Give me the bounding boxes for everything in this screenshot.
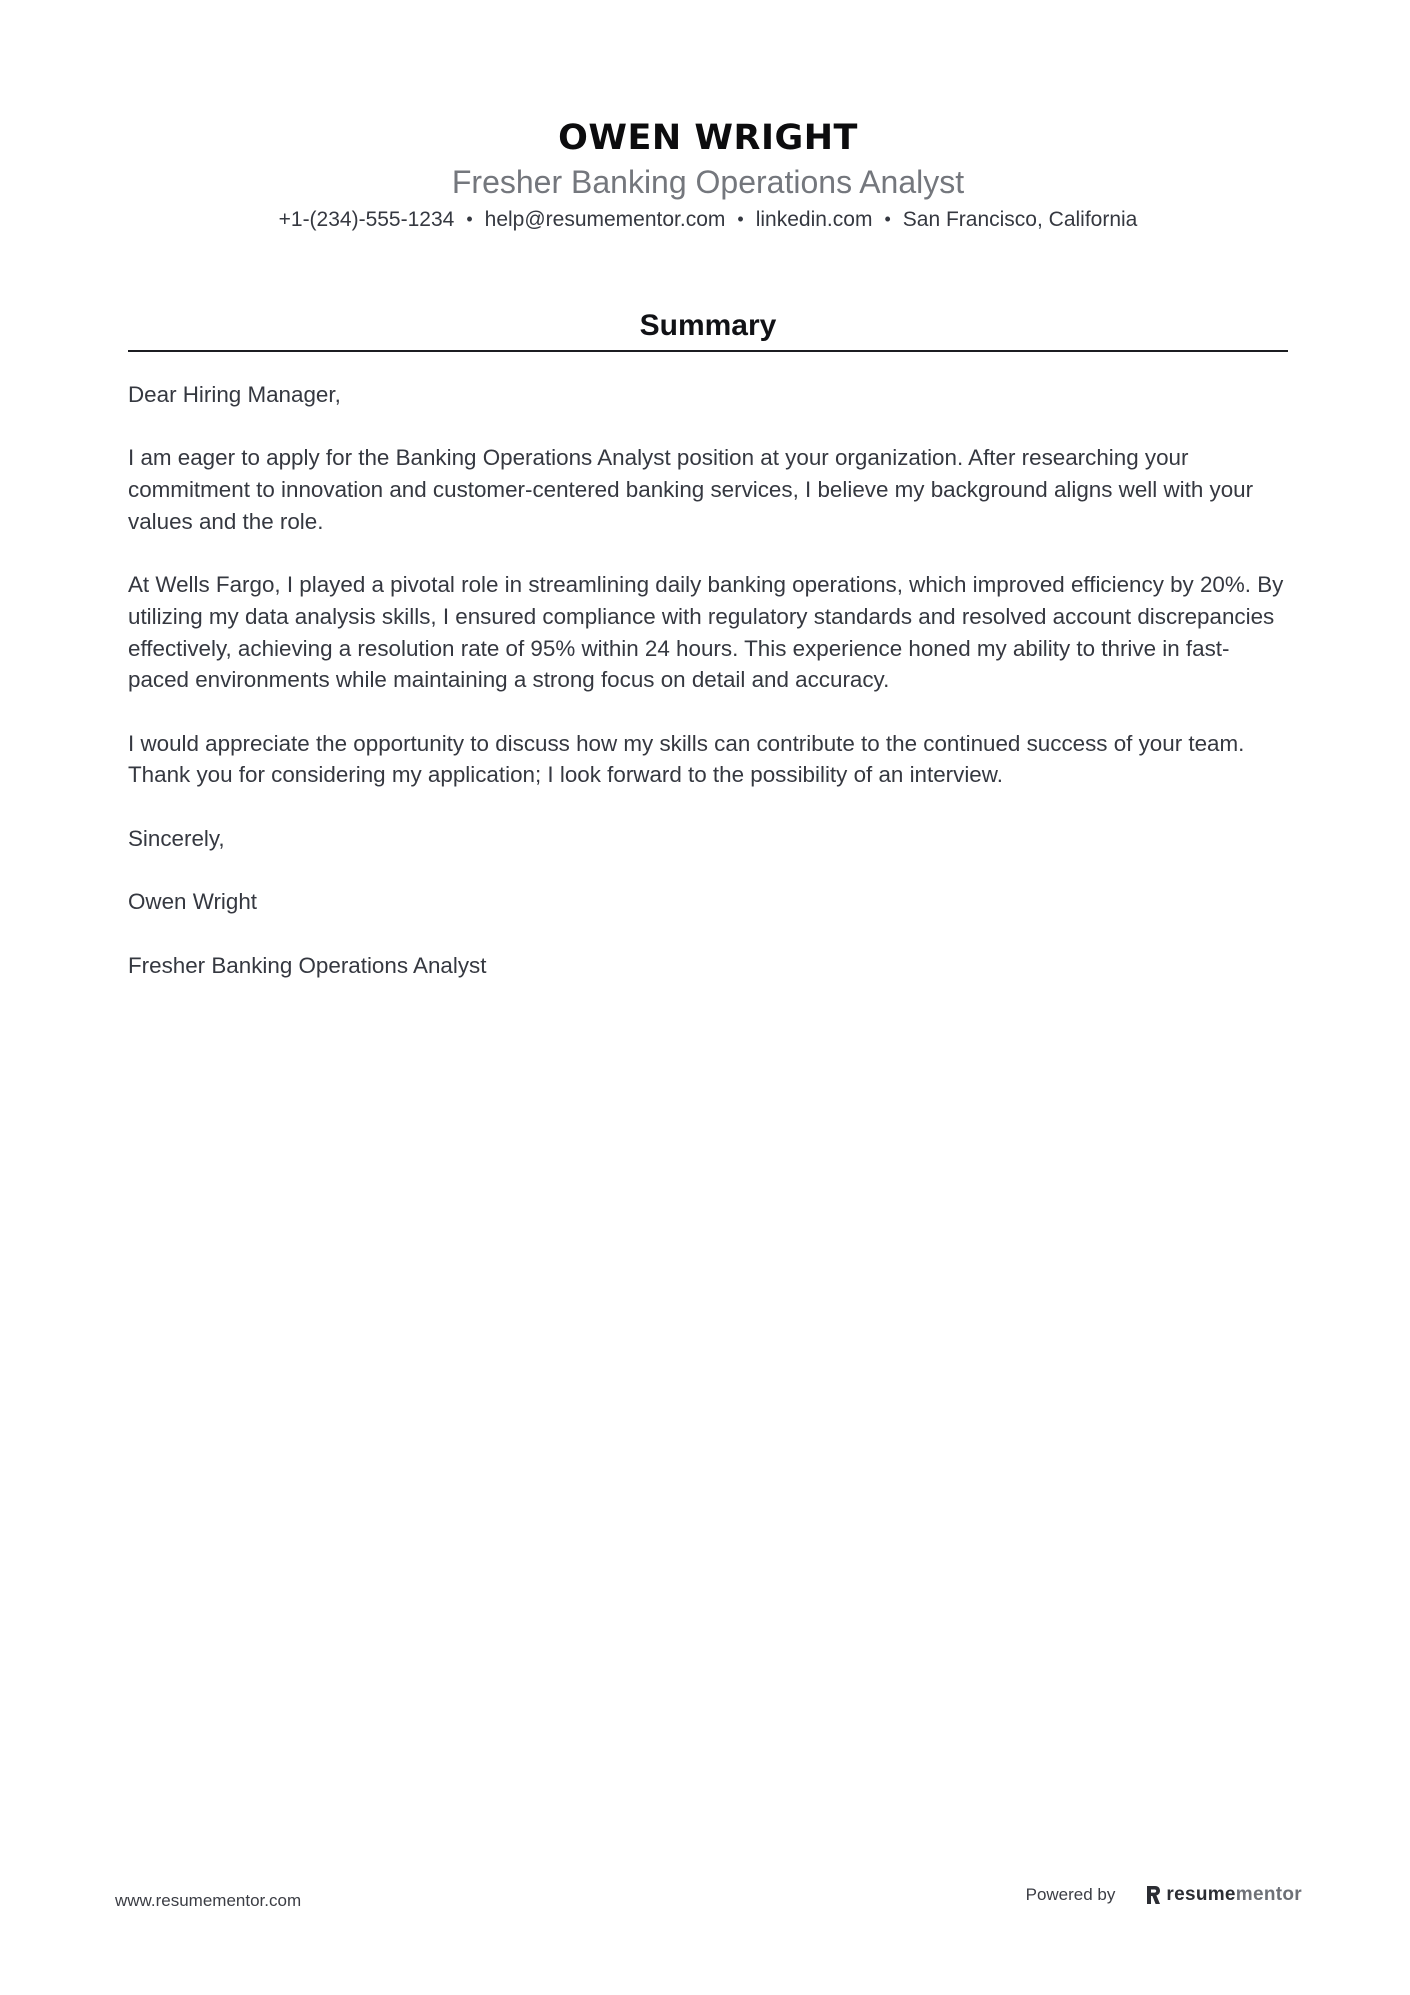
brand-logo-link[interactable] <box>1145 1884 1302 1906</box>
contact-phone: +1-(234)-555-1234 <box>278 208 455 231</box>
contact-separator: • <box>884 209 891 229</box>
letter-salutation: Dear Hiring Manager, <box>128 382 341 407</box>
signature-name: Owen Wright <box>128 889 257 915</box>
contact-location: San Francisco, California <box>902 208 1138 231</box>
brand-wordmark: resumementor <box>1166 1884 1302 1905</box>
candidate-title: Fresher Banking Operations Analyst <box>451 164 965 200</box>
contact-linkedin[interactable]: linkedin.com <box>755 208 873 231</box>
letter-paragraph: I would appreciate the opportunity to discuss how my skills can contribute to the continued success of your team. Thank you for considering my application; I look forward to the possibility of an interview. <box>128 730 1245 788</box>
letter-paragraph: At Wells Fargo, I played a pivotal role in streamlining daily banking operations, which improved efficiency by 20%. By utilizing my data analysis skills, I ensured compliance with regulatory standards and resolved account discrepancies effectively, achieving a resolution rate of 95% within 24 hours. This experience honed my ability to thrive in fast-paced environments while maintaining a strong focus on detail and accuracy. <box>128 572 1284 693</box>
footer-website-link[interactable]: www.resumementor.com <box>115 1891 302 1910</box>
cover-letter-body <box>128 379 1290 1013</box>
contact-line <box>128 206 1288 234</box>
letter-closing: Sincerely, <box>128 825 225 851</box>
contact-email[interactable]: help@resumementor.com <box>484 208 726 231</box>
contact-separator: • <box>466 209 473 229</box>
letter-paragraph: I am eager to apply for the Banking Operations Analyst position at your organization. After researching your commitment to innovation and customer-centered banking services, I believe my background aligns well with your values and the role. <box>128 445 1254 534</box>
powered-by-label: Powered by <box>1025 1885 1116 1904</box>
footer-powered-by <box>1026 1884 1302 1906</box>
contact-separator: • <box>737 209 744 229</box>
section-divider <box>128 350 1288 352</box>
resumementor-logo-icon <box>1145 1884 1161 1906</box>
resume-header <box>128 112 1288 234</box>
section-heading-summary: Summary <box>639 309 777 342</box>
candidate-name: OWEN WRIGHT <box>558 118 858 158</box>
signature-title: Fresher Banking Operations Analyst <box>128 952 487 978</box>
